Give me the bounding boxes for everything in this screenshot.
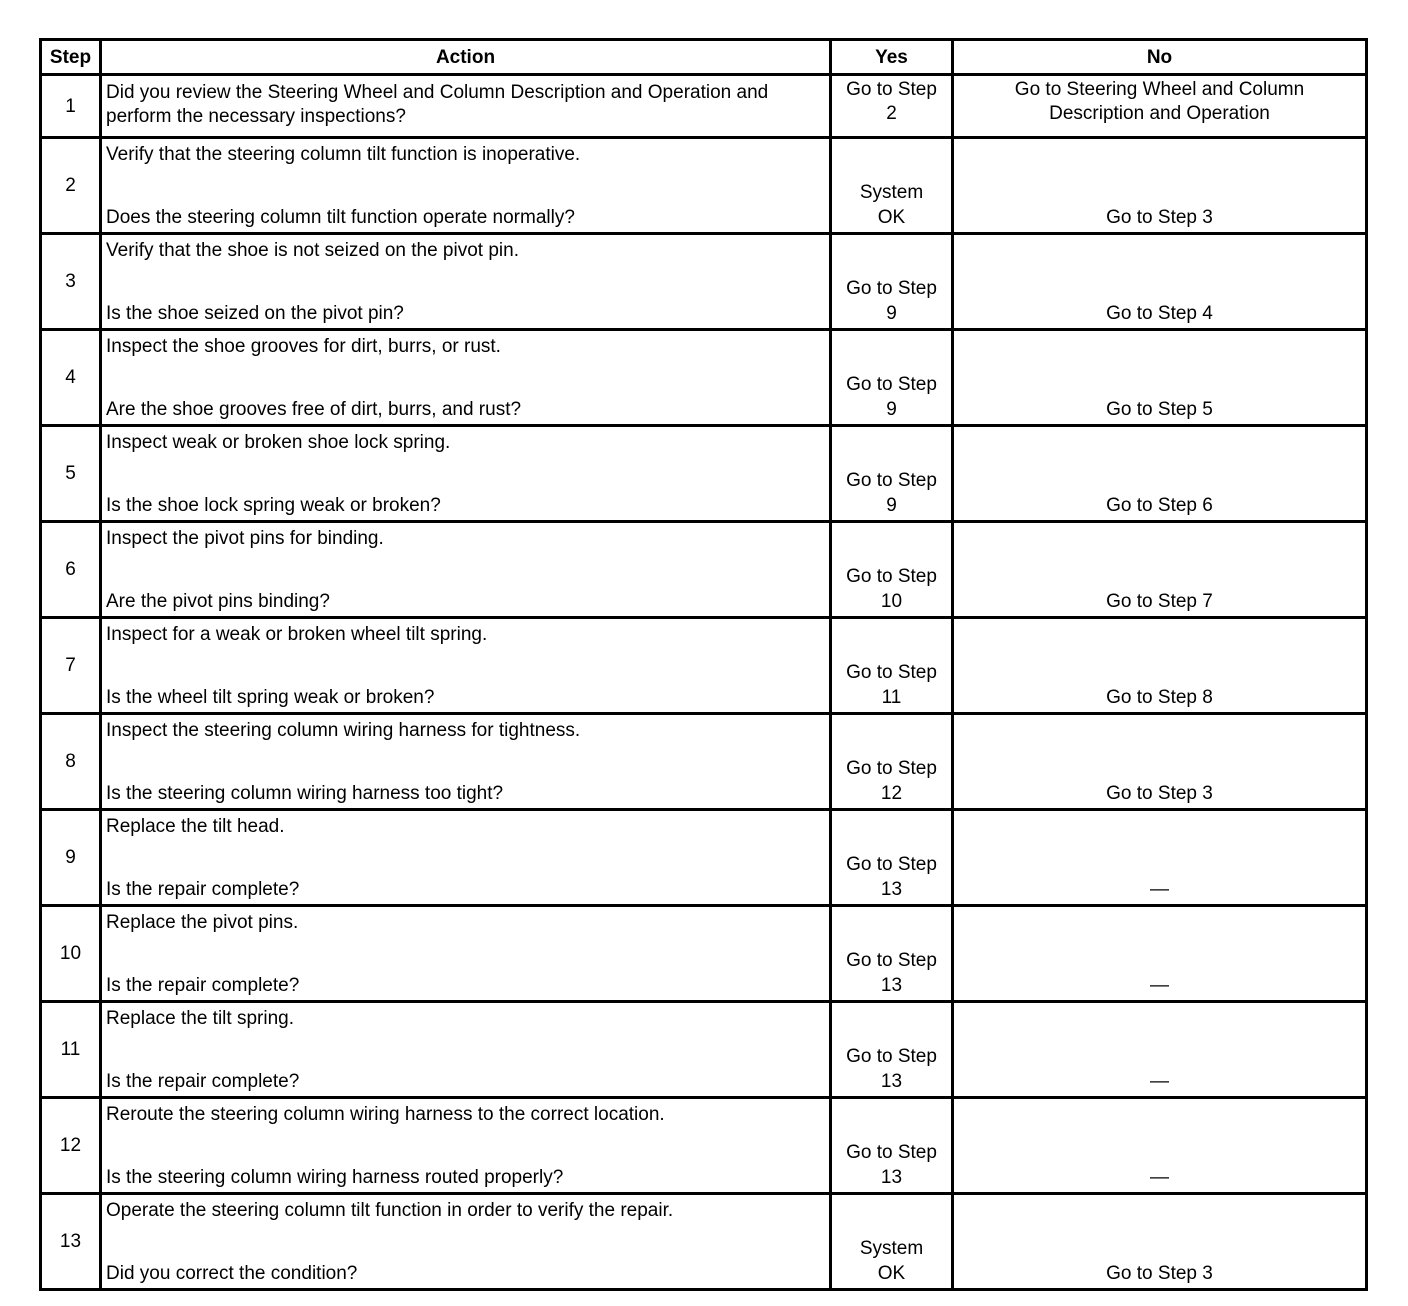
action-question: Is the steering column wiring harness routed properly? [106,1167,564,1188]
no-cell [953,714,1367,810]
action-text: Replace the tilt spring. [106,1008,294,1029]
no-result: Go to Step 6 [1106,495,1213,516]
no-result: Go to Step 3 [1106,207,1213,228]
no-cell [953,1002,1367,1098]
table-row [41,810,1367,906]
no-cell [953,906,1367,1002]
yes-cell [831,1098,953,1194]
yes-result: Go to Step 9 [846,470,937,516]
action-text: Inspect the pivot pins for binding. [106,528,384,549]
no-cell [953,1098,1367,1194]
table-row [41,714,1367,810]
yes-result: Go to Step 13 [846,1142,937,1188]
step-number: 13 [41,1194,101,1290]
step-number: 4 [41,330,101,426]
action-cell [101,426,831,522]
action-cell [101,906,831,1002]
no-result: Go to Step 3 [1106,1263,1213,1284]
step-number: 1 [41,75,101,138]
header-yes: Yes [831,40,953,75]
yes-cell [831,426,953,522]
no-result: Go to Step 5 [1106,399,1213,420]
no-cell [953,810,1367,906]
step-number: 9 [41,810,101,906]
action-cell [101,138,831,234]
table-row [41,906,1367,1002]
no-cell [953,618,1367,714]
action-cell [101,714,831,810]
yes-result: Go to Step 9 [846,278,937,324]
yes-cell [831,522,953,618]
no-result: — [1150,1071,1169,1092]
table-row [41,1002,1367,1098]
action-cell [101,234,831,330]
action-text: Replace the pivot pins. [106,912,299,933]
table-row [41,426,1367,522]
action-cell [101,1194,831,1290]
yes-result: Go to Step 9 [846,374,937,420]
yes-cell [831,714,953,810]
action-text: Inspect the shoe grooves for dirt, burrs, or rust. [106,336,501,357]
table-row [41,522,1367,618]
yes-result: Go to Step 13 [846,950,937,996]
yes-result: System OK [859,1238,924,1284]
step-number: 12 [41,1098,101,1194]
yes-cell [831,1002,953,1098]
action-cell [101,75,831,138]
no-cell [953,330,1367,426]
action-text: Replace the tilt head. [106,816,285,837]
action-text: Operate the steering column tilt function in order to verify the repair. [106,1200,674,1221]
table-row [41,330,1367,426]
yes-cell [831,618,953,714]
yes-result: Go to Step 2 [846,79,937,124]
step-number: 10 [41,906,101,1002]
action-cell [101,330,831,426]
yes-cell [831,330,953,426]
no-result: — [1150,975,1169,996]
step-number: 11 [41,1002,101,1098]
action-question: Are the pivot pins binding? [106,591,330,612]
yes-result: Go to Step 13 [846,1046,937,1092]
action-cell [101,810,831,906]
action-cell [101,1002,831,1098]
table-row [41,1098,1367,1194]
table-row [41,75,1367,138]
action-question: Did you correct the condition? [106,1263,358,1284]
no-cell [953,234,1367,330]
table-row [41,1194,1367,1290]
action-text: Verify that the shoe is not seized on the pivot pin. [106,240,519,261]
step-number: 2 [41,138,101,234]
yes-cell [831,75,953,138]
yes-result: Go to Step 13 [846,854,937,900]
no-result: Go to Step 4 [1106,303,1213,324]
yes-result: Go to Step 11 [846,662,937,708]
no-result: Go to Steering Wheel and Column Description and Operation [1014,79,1305,124]
no-result: Go to Step 7 [1106,591,1213,612]
action-question: Is the steering column wiring harness too tight? [106,783,504,804]
action-text: Did you review the Steering Wheel and Column Description and Operation and perform the necessary inspections? [106,82,769,127]
action-question: Is the shoe seized on the pivot pin? [106,303,404,324]
yes-result: System OK [859,182,924,228]
no-cell [953,522,1367,618]
action-text: Inspect the steering column wiring harness for tightness. [106,720,581,741]
action-cell [101,522,831,618]
no-result: Go to Step 8 [1106,687,1213,708]
no-result: — [1150,879,1169,900]
yes-cell [831,810,953,906]
action-text: Verify that the steering column tilt function is inoperative. [106,144,581,165]
action-question: Does the steering column tilt function operate normally? [106,207,575,228]
no-result: Go to Step 3 [1106,783,1213,804]
table-row [41,138,1367,234]
header-no: No [953,40,1367,75]
action-question: Is the repair complete? [106,1071,300,1092]
yes-cell [831,906,953,1002]
step-number: 7 [41,618,101,714]
step-number: 8 [41,714,101,810]
step-number: 3 [41,234,101,330]
step-number: 5 [41,426,101,522]
action-cell [101,1098,831,1194]
yes-result: Go to Step 12 [846,758,937,804]
no-cell [953,138,1367,234]
action-text: Inspect for a weak or broken wheel tilt spring. [106,624,488,645]
yes-cell [831,234,953,330]
action-cell [101,618,831,714]
action-text: Reroute the steering column wiring harness to the correct location. [106,1104,665,1125]
step-number: 6 [41,522,101,618]
action-question: Is the shoe lock spring weak or broken? [106,495,441,516]
yes-cell [831,1194,953,1290]
header-step: Step [41,40,101,75]
no-result: — [1150,1167,1169,1188]
diagnostic-table [39,38,1368,1291]
table-row [41,618,1367,714]
action-text: Inspect weak or broken shoe lock spring. [106,432,451,453]
no-cell [953,1194,1367,1290]
table-header-row [41,40,1367,75]
action-question: Are the shoe grooves free of dirt, burrs, and rust? [106,399,522,420]
action-question: Is the repair complete? [106,975,300,996]
no-cell [953,426,1367,522]
action-question: Is the wheel tilt spring weak or broken? [106,687,435,708]
header-action: Action [101,40,831,75]
table-row [41,234,1367,330]
yes-result: Go to Step 10 [846,566,937,612]
yes-cell [831,138,953,234]
no-cell [953,75,1367,138]
action-question: Is the repair complete? [106,879,300,900]
